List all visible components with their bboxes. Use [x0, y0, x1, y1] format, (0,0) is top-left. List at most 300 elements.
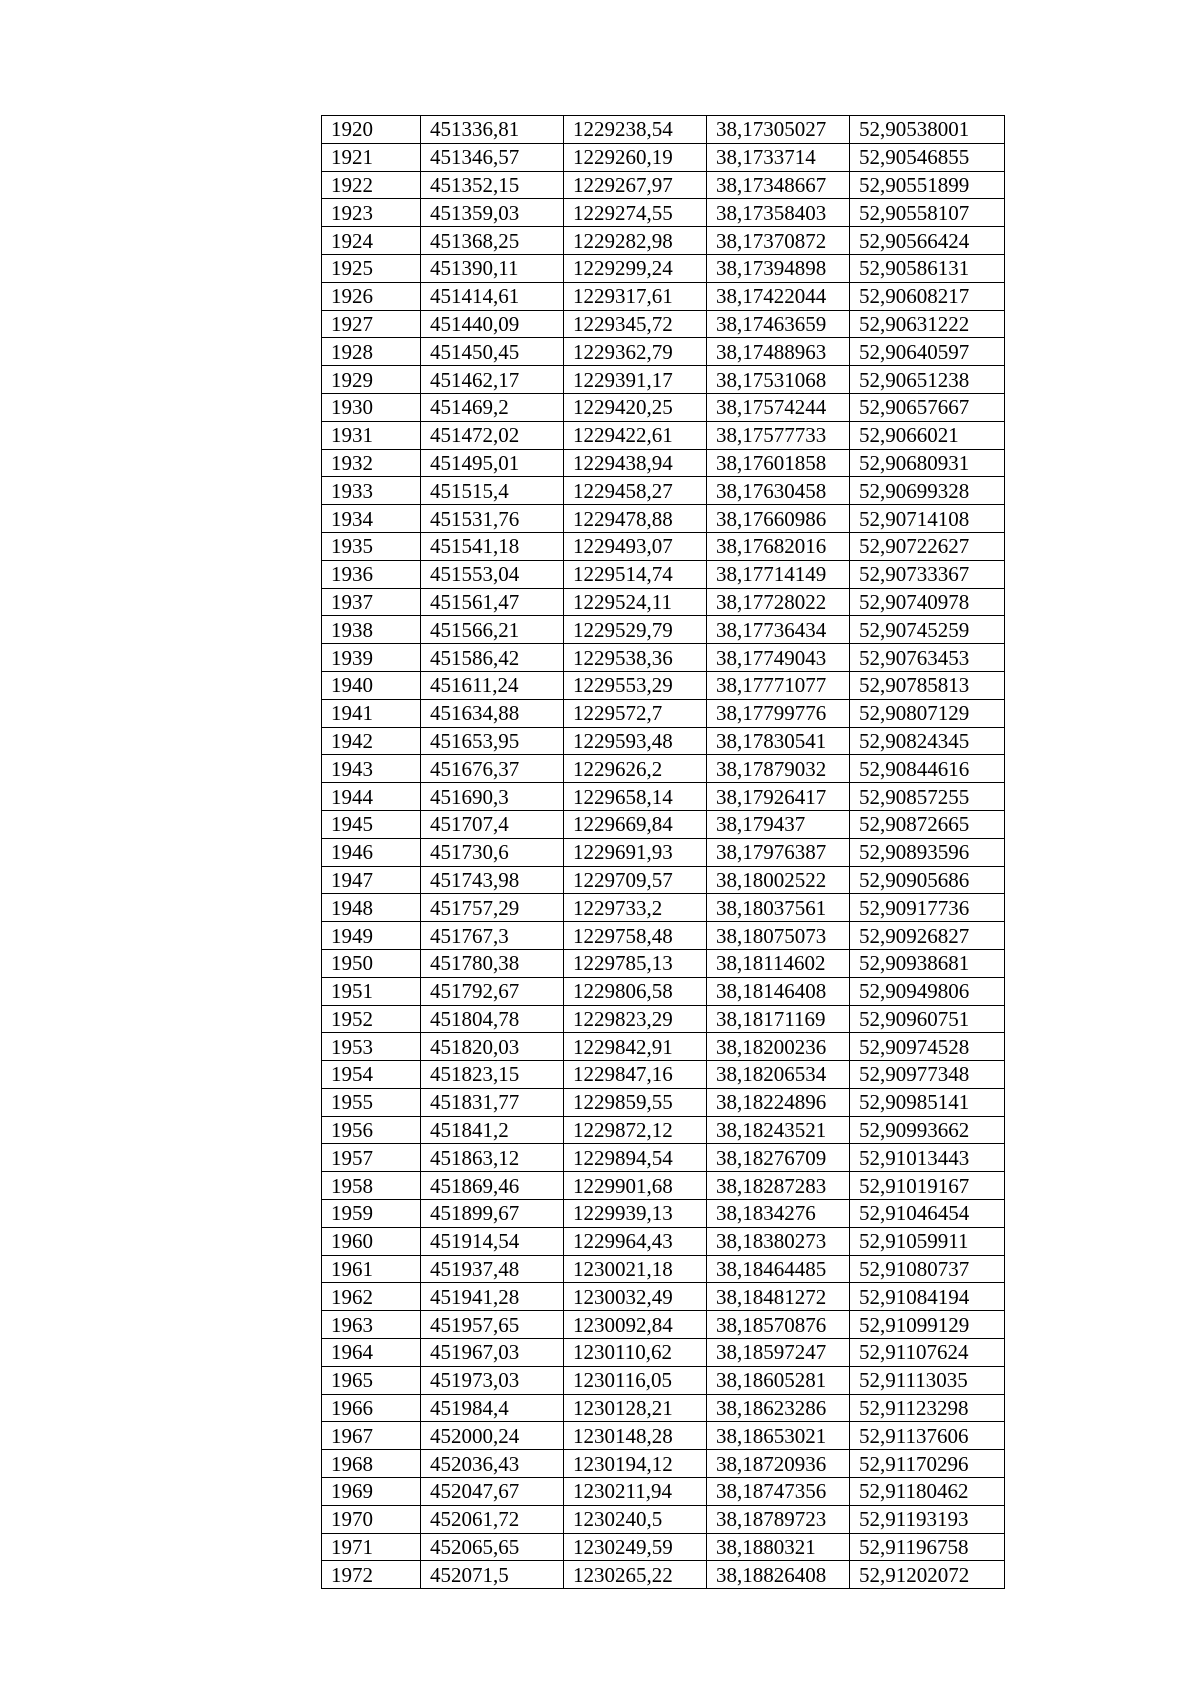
x-coordinate-cell: 452071,5 [421, 1561, 564, 1589]
longitude-cell: 38,17630458 [707, 477, 850, 505]
table-row [322, 1533, 1005, 1561]
x-coordinate-cell: 451743,98 [421, 866, 564, 894]
x-coordinate-cell: 451967,03 [421, 1339, 564, 1367]
y-coordinate-cell: 1229901,68 [564, 1172, 707, 1200]
latitude-cell: 52,90824345 [850, 727, 1005, 755]
x-coordinate-cell: 451414,61 [421, 282, 564, 310]
table-row [322, 421, 1005, 449]
latitude-cell: 52,91137606 [850, 1422, 1005, 1450]
latitude-cell: 52,90893596 [850, 838, 1005, 866]
point-number-cell: 1944 [322, 783, 421, 811]
latitude-cell: 52,91107624 [850, 1339, 1005, 1367]
latitude-cell: 52,90699328 [850, 477, 1005, 505]
latitude-cell: 52,90807129 [850, 699, 1005, 727]
longitude-cell: 38,17577733 [707, 421, 850, 449]
latitude-cell: 52,90566424 [850, 227, 1005, 255]
table-row [322, 588, 1005, 616]
point-number-cell: 1936 [322, 560, 421, 588]
point-number-cell: 1965 [322, 1366, 421, 1394]
latitude-cell: 52,90949806 [850, 977, 1005, 1005]
latitude-cell: 52,90722627 [850, 532, 1005, 560]
point-number-cell: 1928 [322, 338, 421, 366]
y-coordinate-cell: 1230265,22 [564, 1561, 707, 1589]
latitude-cell: 52,90640597 [850, 338, 1005, 366]
table-row [322, 1394, 1005, 1422]
point-number-cell: 1935 [322, 532, 421, 560]
table-row [322, 671, 1005, 699]
point-number-cell: 1921 [322, 143, 421, 171]
x-coordinate-cell: 451899,67 [421, 1200, 564, 1228]
point-number-cell: 1956 [322, 1116, 421, 1144]
latitude-cell: 52,90558107 [850, 199, 1005, 227]
longitude-cell: 38,1880321 [707, 1533, 850, 1561]
x-coordinate-cell: 452000,24 [421, 1422, 564, 1450]
point-number-cell: 1967 [322, 1422, 421, 1450]
table-row [322, 1200, 1005, 1228]
point-number-cell: 1930 [322, 393, 421, 421]
latitude-cell: 52,90905686 [850, 866, 1005, 894]
latitude-cell: 52,91196758 [850, 1533, 1005, 1561]
y-coordinate-cell: 1229823,29 [564, 1005, 707, 1033]
table-row [322, 477, 1005, 505]
y-coordinate-cell: 1230194,12 [564, 1450, 707, 1478]
x-coordinate-cell: 451586,42 [421, 644, 564, 672]
x-coordinate-cell: 451553,04 [421, 560, 564, 588]
table-row [322, 727, 1005, 755]
point-number-cell: 1931 [322, 421, 421, 449]
table-row [322, 810, 1005, 838]
x-coordinate-cell: 451390,11 [421, 254, 564, 282]
latitude-cell: 52,91180462 [850, 1478, 1005, 1506]
x-coordinate-cell: 451440,09 [421, 310, 564, 338]
latitude-cell: 52,91019167 [850, 1172, 1005, 1200]
table-row [322, 1088, 1005, 1116]
y-coordinate-cell: 1229553,29 [564, 671, 707, 699]
y-coordinate-cell: 1229785,13 [564, 949, 707, 977]
longitude-cell: 38,18747356 [707, 1478, 850, 1506]
longitude-cell: 38,17879032 [707, 755, 850, 783]
latitude-cell: 52,90985141 [850, 1088, 1005, 1116]
longitude-cell: 38,17574244 [707, 393, 850, 421]
y-coordinate-cell: 1229391,17 [564, 366, 707, 394]
latitude-cell: 52,91046454 [850, 1200, 1005, 1228]
point-number-cell: 1927 [322, 310, 421, 338]
point-number-cell: 1926 [322, 282, 421, 310]
longitude-cell: 38,179437 [707, 810, 850, 838]
y-coordinate-cell: 1229842,91 [564, 1033, 707, 1061]
latitude-cell: 52,91059911 [850, 1227, 1005, 1255]
latitude-cell: 52,90938681 [850, 949, 1005, 977]
longitude-cell: 38,18597247 [707, 1339, 850, 1367]
y-coordinate-cell: 1229238,54 [564, 116, 707, 144]
longitude-cell: 38,18002522 [707, 866, 850, 894]
x-coordinate-cell: 451863,12 [421, 1144, 564, 1172]
point-number-cell: 1952 [322, 1005, 421, 1033]
x-coordinate-cell: 451941,28 [421, 1283, 564, 1311]
latitude-cell: 52,90586131 [850, 254, 1005, 282]
longitude-cell: 38,18114602 [707, 949, 850, 977]
latitude-cell: 52,90977348 [850, 1061, 1005, 1089]
y-coordinate-cell: 1229524,11 [564, 588, 707, 616]
latitude-cell: 52,91080737 [850, 1255, 1005, 1283]
table-row [322, 1172, 1005, 1200]
point-number-cell: 1933 [322, 477, 421, 505]
coordinates-table [321, 115, 1005, 1589]
point-number-cell: 1947 [322, 866, 421, 894]
table-row [322, 1311, 1005, 1339]
y-coordinate-cell: 1229872,12 [564, 1116, 707, 1144]
longitude-cell: 38,17682016 [707, 532, 850, 560]
y-coordinate-cell: 1229894,54 [564, 1144, 707, 1172]
x-coordinate-cell: 451823,15 [421, 1061, 564, 1089]
latitude-cell: 52,90763453 [850, 644, 1005, 672]
x-coordinate-cell: 451462,17 [421, 366, 564, 394]
point-number-cell: 1966 [322, 1394, 421, 1422]
y-coordinate-cell: 1229493,07 [564, 532, 707, 560]
longitude-cell: 38,17463659 [707, 310, 850, 338]
longitude-cell: 38,18623286 [707, 1394, 850, 1422]
y-coordinate-cell: 1229299,24 [564, 254, 707, 282]
x-coordinate-cell: 451450,45 [421, 338, 564, 366]
y-coordinate-cell: 1229847,16 [564, 1061, 707, 1089]
latitude-cell: 52,90631222 [850, 310, 1005, 338]
point-number-cell: 1937 [322, 588, 421, 616]
longitude-cell: 38,17601858 [707, 449, 850, 477]
y-coordinate-cell: 1229806,58 [564, 977, 707, 1005]
table-row [322, 254, 1005, 282]
table-row [322, 116, 1005, 144]
longitude-cell: 38,17736434 [707, 616, 850, 644]
y-coordinate-cell: 1230092,84 [564, 1311, 707, 1339]
x-coordinate-cell: 451346,57 [421, 143, 564, 171]
x-coordinate-cell: 452065,65 [421, 1533, 564, 1561]
x-coordinate-cell: 451336,81 [421, 116, 564, 144]
table-row [322, 894, 1005, 922]
point-number-cell: 1962 [322, 1283, 421, 1311]
table-row [322, 310, 1005, 338]
y-coordinate-cell: 1230128,21 [564, 1394, 707, 1422]
x-coordinate-cell: 451653,95 [421, 727, 564, 755]
point-number-cell: 1925 [322, 254, 421, 282]
table-row [322, 783, 1005, 811]
x-coordinate-cell: 451984,4 [421, 1394, 564, 1422]
x-coordinate-cell: 451531,76 [421, 505, 564, 533]
table-row [322, 505, 1005, 533]
x-coordinate-cell: 451730,6 [421, 838, 564, 866]
latitude-cell: 52,90680931 [850, 449, 1005, 477]
table-row [322, 560, 1005, 588]
table-row [322, 1339, 1005, 1367]
point-number-cell: 1971 [322, 1533, 421, 1561]
longitude-cell: 38,17749043 [707, 644, 850, 672]
latitude-cell: 52,90857255 [850, 783, 1005, 811]
table-row [322, 1255, 1005, 1283]
table-row [322, 866, 1005, 894]
longitude-cell: 38,1834276 [707, 1200, 850, 1228]
point-number-cell: 1941 [322, 699, 421, 727]
longitude-cell: 38,17976387 [707, 838, 850, 866]
x-coordinate-cell: 451973,03 [421, 1366, 564, 1394]
y-coordinate-cell: 1229669,84 [564, 810, 707, 838]
latitude-cell: 52,91193193 [850, 1505, 1005, 1533]
longitude-cell: 38,18789723 [707, 1505, 850, 1533]
y-coordinate-cell: 1229733,2 [564, 894, 707, 922]
y-coordinate-cell: 1229420,25 [564, 393, 707, 421]
table-row [322, 199, 1005, 227]
latitude-cell: 52,90974528 [850, 1033, 1005, 1061]
x-coordinate-cell: 451804,78 [421, 1005, 564, 1033]
x-coordinate-cell: 451368,25 [421, 227, 564, 255]
y-coordinate-cell: 1229458,27 [564, 477, 707, 505]
point-number-cell: 1959 [322, 1200, 421, 1228]
table-row [322, 143, 1005, 171]
point-number-cell: 1943 [322, 755, 421, 783]
longitude-cell: 38,17422044 [707, 282, 850, 310]
point-number-cell: 1968 [322, 1450, 421, 1478]
longitude-cell: 38,17531068 [707, 366, 850, 394]
point-number-cell: 1950 [322, 949, 421, 977]
y-coordinate-cell: 1229964,43 [564, 1227, 707, 1255]
table-row [322, 171, 1005, 199]
table-row [322, 282, 1005, 310]
table-row [322, 1144, 1005, 1172]
x-coordinate-cell: 451359,03 [421, 199, 564, 227]
table-row [322, 1561, 1005, 1589]
point-number-cell: 1934 [322, 505, 421, 533]
y-coordinate-cell: 1229282,98 [564, 227, 707, 255]
y-coordinate-cell: 1229422,61 [564, 421, 707, 449]
x-coordinate-cell: 452036,43 [421, 1450, 564, 1478]
x-coordinate-cell: 451611,24 [421, 671, 564, 699]
point-number-cell: 1970 [322, 1505, 421, 1533]
table-row [322, 366, 1005, 394]
table-row [322, 532, 1005, 560]
latitude-cell: 52,90960751 [850, 1005, 1005, 1033]
point-number-cell: 1960 [322, 1227, 421, 1255]
table-row [322, 1422, 1005, 1450]
longitude-cell: 38,17348667 [707, 171, 850, 199]
table-row [322, 644, 1005, 672]
y-coordinate-cell: 1229478,88 [564, 505, 707, 533]
latitude-cell: 52,90926827 [850, 922, 1005, 950]
point-number-cell: 1955 [322, 1088, 421, 1116]
y-coordinate-cell: 1230021,18 [564, 1255, 707, 1283]
point-number-cell: 1920 [322, 116, 421, 144]
point-number-cell: 1958 [322, 1172, 421, 1200]
x-coordinate-cell: 451561,47 [421, 588, 564, 616]
latitude-cell: 52,90872665 [850, 810, 1005, 838]
y-coordinate-cell: 1230110,62 [564, 1339, 707, 1367]
longitude-cell: 38,18276709 [707, 1144, 850, 1172]
x-coordinate-cell: 451780,38 [421, 949, 564, 977]
table-row [322, 227, 1005, 255]
latitude-cell: 52,91202072 [850, 1561, 1005, 1589]
x-coordinate-cell: 451352,15 [421, 171, 564, 199]
point-number-cell: 1949 [322, 922, 421, 950]
latitude-cell: 52,90714108 [850, 505, 1005, 533]
y-coordinate-cell: 1229593,48 [564, 727, 707, 755]
x-coordinate-cell: 451469,2 [421, 393, 564, 421]
y-coordinate-cell: 1230249,59 [564, 1533, 707, 1561]
y-coordinate-cell: 1229274,55 [564, 199, 707, 227]
table-row [322, 1033, 1005, 1061]
y-coordinate-cell: 1229438,94 [564, 449, 707, 477]
table-row [322, 1505, 1005, 1533]
longitude-cell: 38,17799776 [707, 699, 850, 727]
x-coordinate-cell: 451757,29 [421, 894, 564, 922]
y-coordinate-cell: 1229267,97 [564, 171, 707, 199]
latitude-cell: 52,90651238 [850, 366, 1005, 394]
x-coordinate-cell: 452061,72 [421, 1505, 564, 1533]
longitude-cell: 38,17714149 [707, 560, 850, 588]
x-coordinate-cell: 451767,3 [421, 922, 564, 950]
longitude-cell: 38,18605281 [707, 1366, 850, 1394]
longitude-cell: 38,18243521 [707, 1116, 850, 1144]
table-row [322, 338, 1005, 366]
latitude-cell: 52,90608217 [850, 282, 1005, 310]
point-number-cell: 1942 [322, 727, 421, 755]
point-number-cell: 1963 [322, 1311, 421, 1339]
table-row [322, 1478, 1005, 1506]
x-coordinate-cell: 451792,67 [421, 977, 564, 1005]
y-coordinate-cell: 1230240,5 [564, 1505, 707, 1533]
longitude-cell: 38,17370872 [707, 227, 850, 255]
y-coordinate-cell: 1229538,36 [564, 644, 707, 672]
longitude-cell: 38,18826408 [707, 1561, 850, 1589]
table-row [322, 699, 1005, 727]
table-row [322, 1366, 1005, 1394]
longitude-cell: 38,17830541 [707, 727, 850, 755]
point-number-cell: 1923 [322, 199, 421, 227]
table-row [322, 838, 1005, 866]
x-coordinate-cell: 451634,88 [421, 699, 564, 727]
y-coordinate-cell: 1229939,13 [564, 1200, 707, 1228]
x-coordinate-cell: 451541,18 [421, 532, 564, 560]
table-row [322, 755, 1005, 783]
longitude-cell: 38,18171169 [707, 1005, 850, 1033]
x-coordinate-cell: 451515,4 [421, 477, 564, 505]
y-coordinate-cell: 1230148,28 [564, 1422, 707, 1450]
longitude-cell: 38,18224896 [707, 1088, 850, 1116]
x-coordinate-cell: 451937,48 [421, 1255, 564, 1283]
y-coordinate-cell: 1229362,79 [564, 338, 707, 366]
point-number-cell: 1957 [322, 1144, 421, 1172]
y-coordinate-cell: 1229260,19 [564, 143, 707, 171]
x-coordinate-cell: 451914,54 [421, 1227, 564, 1255]
point-number-cell: 1948 [322, 894, 421, 922]
latitude-cell: 52,90917736 [850, 894, 1005, 922]
table-row [322, 1061, 1005, 1089]
y-coordinate-cell: 1229691,93 [564, 838, 707, 866]
point-number-cell: 1946 [322, 838, 421, 866]
coordinates-table-body [322, 116, 1005, 1589]
point-number-cell: 1961 [322, 1255, 421, 1283]
point-number-cell: 1939 [322, 644, 421, 672]
longitude-cell: 38,18380273 [707, 1227, 850, 1255]
latitude-cell: 52,91113035 [850, 1366, 1005, 1394]
y-coordinate-cell: 1229658,14 [564, 783, 707, 811]
latitude-cell: 52,90538001 [850, 116, 1005, 144]
latitude-cell: 52,90546855 [850, 143, 1005, 171]
point-number-cell: 1954 [322, 1061, 421, 1089]
longitude-cell: 38,18464485 [707, 1255, 850, 1283]
table-row [322, 1005, 1005, 1033]
x-coordinate-cell: 451957,65 [421, 1311, 564, 1339]
longitude-cell: 38,18206534 [707, 1061, 850, 1089]
latitude-cell: 52,91170296 [850, 1450, 1005, 1478]
x-coordinate-cell: 451841,2 [421, 1116, 564, 1144]
point-number-cell: 1922 [322, 171, 421, 199]
latitude-cell: 52,90745259 [850, 616, 1005, 644]
longitude-cell: 38,17394898 [707, 254, 850, 282]
longitude-cell: 38,1733714 [707, 143, 850, 171]
y-coordinate-cell: 1229626,2 [564, 755, 707, 783]
point-number-cell: 1940 [322, 671, 421, 699]
table-row [322, 1283, 1005, 1311]
latitude-cell: 52,91084194 [850, 1283, 1005, 1311]
point-number-cell: 1924 [322, 227, 421, 255]
point-number-cell: 1945 [322, 810, 421, 838]
longitude-cell: 38,17358403 [707, 199, 850, 227]
longitude-cell: 38,18570876 [707, 1311, 850, 1339]
table-row [322, 922, 1005, 950]
longitude-cell: 38,18720936 [707, 1450, 850, 1478]
longitude-cell: 38,18075073 [707, 922, 850, 950]
y-coordinate-cell: 1229345,72 [564, 310, 707, 338]
x-coordinate-cell: 451472,02 [421, 421, 564, 449]
latitude-cell: 52,91013443 [850, 1144, 1005, 1172]
latitude-cell: 52,90740978 [850, 588, 1005, 616]
longitude-cell: 38,17926417 [707, 783, 850, 811]
y-coordinate-cell: 1229317,61 [564, 282, 707, 310]
latitude-cell: 52,90993662 [850, 1116, 1005, 1144]
longitude-cell: 38,17660986 [707, 505, 850, 533]
x-coordinate-cell: 451566,21 [421, 616, 564, 644]
latitude-cell: 52,90785813 [850, 671, 1005, 699]
table-row [322, 449, 1005, 477]
table-row [322, 1450, 1005, 1478]
y-coordinate-cell: 1229529,79 [564, 616, 707, 644]
table-row [322, 949, 1005, 977]
y-coordinate-cell: 1229514,74 [564, 560, 707, 588]
longitude-cell: 38,17771077 [707, 671, 850, 699]
latitude-cell: 52,90551899 [850, 171, 1005, 199]
table-row [322, 1227, 1005, 1255]
table-row [322, 616, 1005, 644]
latitude-cell: 52,90733367 [850, 560, 1005, 588]
y-coordinate-cell: 1230116,05 [564, 1366, 707, 1394]
latitude-cell: 52,90844616 [850, 755, 1005, 783]
x-coordinate-cell: 451707,4 [421, 810, 564, 838]
longitude-cell: 38,17305027 [707, 116, 850, 144]
x-coordinate-cell: 451820,03 [421, 1033, 564, 1061]
point-number-cell: 1964 [322, 1339, 421, 1367]
longitude-cell: 38,18287283 [707, 1172, 850, 1200]
longitude-cell: 38,17488963 [707, 338, 850, 366]
latitude-cell: 52,9066021 [850, 421, 1005, 449]
table-row [322, 977, 1005, 1005]
x-coordinate-cell: 451690,3 [421, 783, 564, 811]
point-number-cell: 1929 [322, 366, 421, 394]
longitude-cell: 38,18146408 [707, 977, 850, 1005]
y-coordinate-cell: 1230032,49 [564, 1283, 707, 1311]
y-coordinate-cell: 1229709,57 [564, 866, 707, 894]
y-coordinate-cell: 1229859,55 [564, 1088, 707, 1116]
point-number-cell: 1938 [322, 616, 421, 644]
longitude-cell: 38,17728022 [707, 588, 850, 616]
x-coordinate-cell: 451869,46 [421, 1172, 564, 1200]
longitude-cell: 38,18653021 [707, 1422, 850, 1450]
